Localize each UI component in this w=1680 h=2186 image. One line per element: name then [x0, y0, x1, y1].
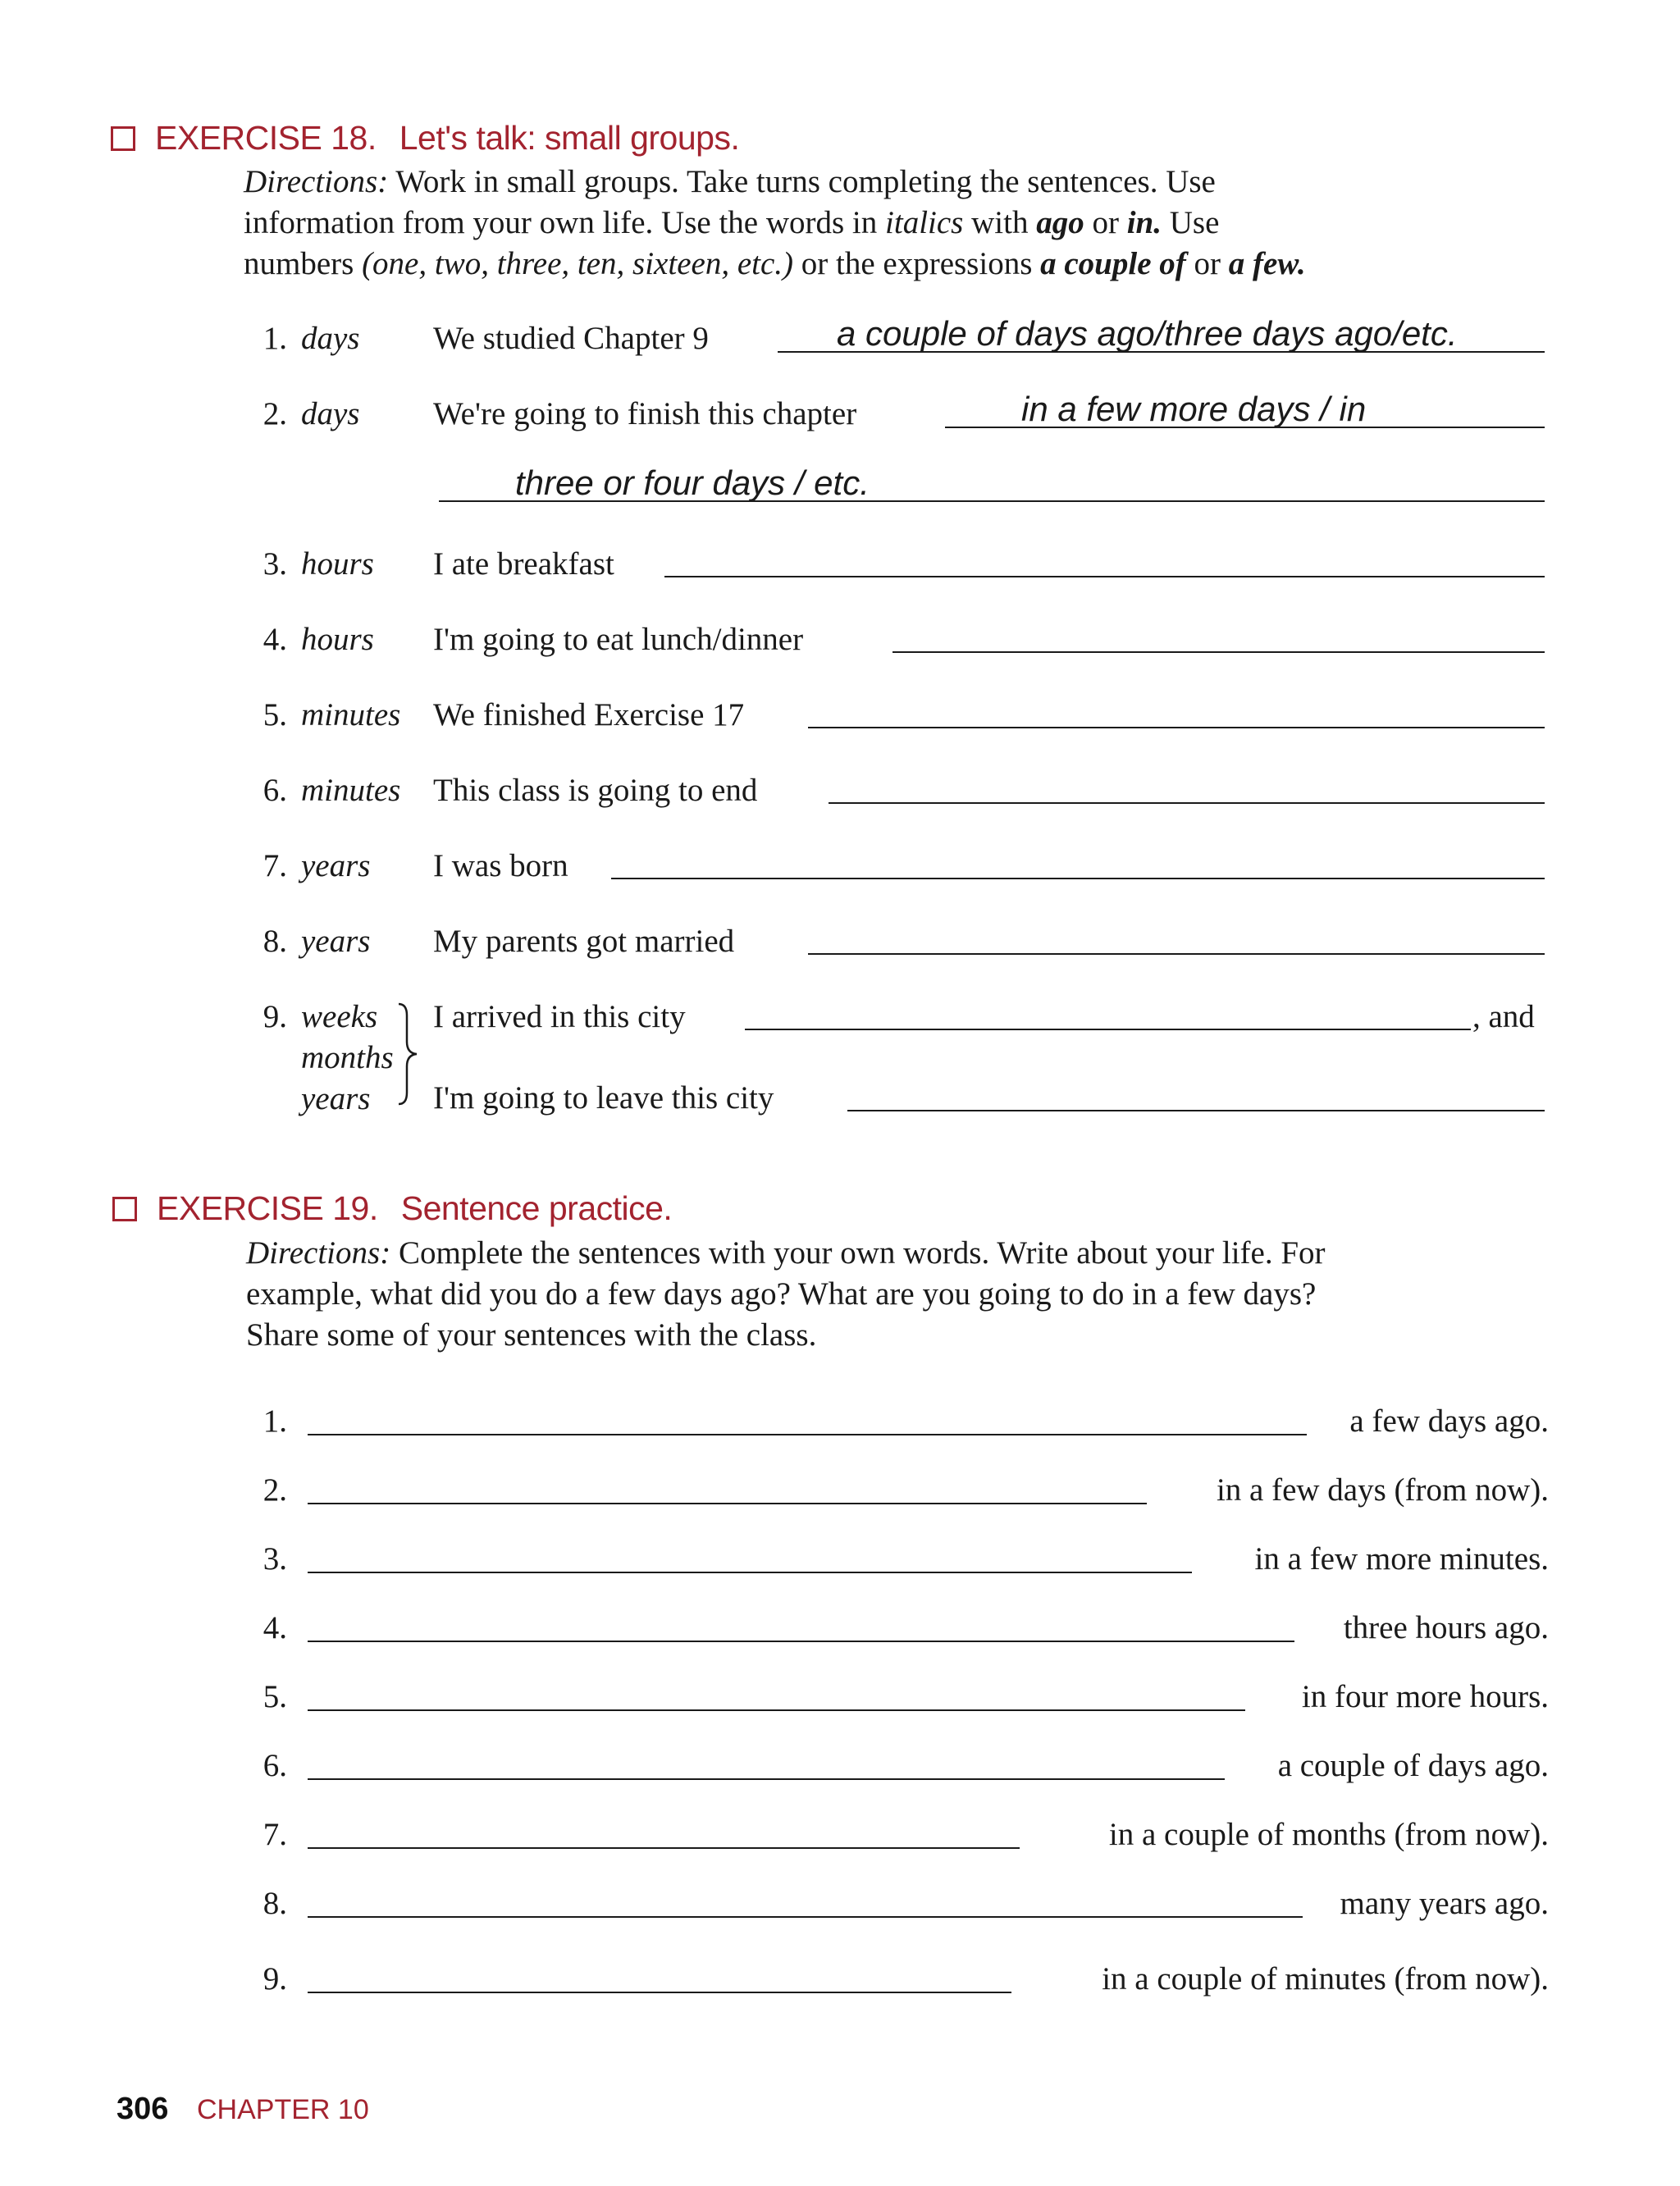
directions-text: or: [1084, 205, 1127, 240]
item-ending: three hours ago.: [1343, 1610, 1549, 1645]
item-stem: We studied Chapter 9: [433, 321, 709, 356]
item-cue: hours: [301, 546, 374, 582]
exercise-checkbox[interactable]: [111, 126, 135, 151]
page-number: 306: [116, 2092, 169, 2126]
item-number: 7.: [262, 848, 287, 883]
exercise-checkbox[interactable]: [112, 1197, 137, 1221]
item-stem: We finished Exercise 17: [433, 697, 745, 732]
item-ending: a few days ago.: [1349, 1403, 1549, 1439]
directions-bold: a few.: [1228, 246, 1306, 281]
directions-line: Share some of your sentences with the class.: [246, 1317, 817, 1353]
item-stem: My parents got married: [433, 924, 735, 959]
exercise-label: EXERCISE 18.: [155, 119, 377, 157]
sample-answer-continued: three or four days / etc.: [515, 463, 870, 502]
directions-italic: (one, two, three, ten, sixteen, etc.): [362, 246, 794, 281]
directions-text: information from your own life. Use the words in: [244, 205, 886, 240]
item-cue: minutes: [301, 773, 401, 808]
item-stem: I ate breakfast: [433, 546, 614, 582]
directions-text: with: [963, 205, 1037, 240]
item-stem: I arrived in this city: [433, 999, 686, 1034]
exercise-19-directions: [246, 1233, 1575, 1356]
item-cue: weeks: [301, 999, 378, 1034]
directions-text: Use: [1162, 205, 1220, 240]
item-cue: years: [301, 848, 371, 883]
item-cue: days: [301, 321, 360, 356]
item-number: 1.: [262, 321, 287, 356]
exercise-title: Sentence practice.: [400, 1189, 673, 1227]
item-ending: in a couple of months (from now).: [1108, 1817, 1549, 1852]
item-ending: in four more hours.: [1301, 1679, 1549, 1714]
item-number: 2.: [262, 1472, 287, 1508]
answer-blank[interactable]: [745, 1029, 1471, 1030]
answer-blank[interactable]: [808, 953, 1545, 955]
answer-blank[interactable]: [308, 1992, 1011, 1993]
item-cue: years: [301, 1081, 371, 1116]
answer-blank[interactable]: [308, 1916, 1303, 1918]
answer-blank[interactable]: [892, 651, 1545, 653]
directions-text: or: [1185, 246, 1229, 281]
exercise-title: Let's talk: small groups.: [399, 119, 740, 157]
answer-blank[interactable]: [308, 1641, 1294, 1642]
item-number: 1.: [262, 1403, 287, 1439]
item-number: 5.: [262, 697, 287, 732]
answer-blank[interactable]: [664, 576, 1545, 577]
item-number: 2.: [262, 396, 287, 431]
answer-blank[interactable]: [308, 1847, 1020, 1849]
item-number: 4.: [262, 622, 287, 657]
item-number: 7.: [262, 1817, 287, 1852]
directions-text: numbers: [244, 246, 363, 281]
answer-blank[interactable]: [308, 1572, 1192, 1573]
answer-blank[interactable]: [829, 802, 1545, 804]
item-stem: I'm going to eat lunch/dinner: [433, 622, 804, 657]
item-cue: years: [301, 924, 371, 959]
answer-blank[interactable]: [308, 1778, 1225, 1780]
item-number: 9.: [262, 1961, 287, 1997]
exercise-18-header: [111, 119, 739, 157]
answer-blank[interactable]: [308, 1434, 1307, 1435]
directions-line: example, what did you do a few days ago? What are you going to do in a few days?: [246, 1276, 1317, 1312]
item-number: 8.: [262, 924, 287, 959]
item-stem: This class is going to end: [433, 773, 758, 808]
exercise-18-directions: [244, 162, 1573, 285]
directions-italic: italics: [885, 205, 964, 240]
directions-bold: a couple of: [1040, 246, 1186, 281]
answer-blank[interactable]: [611, 878, 1545, 879]
directions-label: Directions:: [246, 1235, 391, 1271]
item-number: 6.: [262, 773, 287, 808]
chapter-label: CHAPTER 10: [197, 2094, 369, 2125]
item-number: 3.: [262, 546, 287, 582]
directions-bold: ago: [1036, 205, 1084, 240]
directions-text: or the expressions: [793, 246, 1041, 281]
item-cue: days: [301, 396, 360, 431]
sample-answer: a couple of days ago/three days ago/etc.: [837, 314, 1458, 353]
item-cue: months: [301, 1040, 394, 1075]
brace-icon: [395, 1001, 420, 1107]
exercise-label: EXERCISE 19.: [157, 1189, 378, 1227]
exercise-19-header: [112, 1189, 672, 1228]
sample-answer: in a few more days / in: [1021, 390, 1367, 428]
directions-line: Complete the sentences with your own words. Write about your life. For: [398, 1235, 1326, 1271]
item-cue: hours: [301, 622, 374, 657]
item-ending: a couple of days ago.: [1277, 1748, 1549, 1783]
directions-bold: in.: [1126, 205, 1162, 240]
answer-blank[interactable]: [808, 727, 1545, 728]
answer-blank[interactable]: [308, 1709, 1245, 1711]
item-ending: many years ago.: [1340, 1886, 1549, 1921]
item-ending: in a few days (from now).: [1216, 1472, 1549, 1508]
item-number: 6.: [262, 1748, 287, 1783]
item-number: 8.: [262, 1886, 287, 1921]
directions-line: Work in small groups. Take turns completing the sentences. Use: [395, 164, 1216, 199]
item-after-text: , and: [1472, 999, 1535, 1034]
answer-blank[interactable]: [847, 1110, 1545, 1111]
item-number: 9.: [262, 999, 287, 1034]
item-ending: in a couple of minutes (from now).: [1102, 1961, 1549, 1997]
answer-blank[interactable]: [308, 1503, 1147, 1504]
item-stem: We're going to finish this chapter: [433, 396, 857, 431]
item-number: 4.: [262, 1610, 287, 1645]
item-cue: minutes: [301, 697, 401, 732]
item-stem: I'm going to leave this city: [433, 1080, 774, 1116]
item-number: 3.: [262, 1541, 287, 1577]
item-ending: in a few more minutes.: [1254, 1541, 1549, 1577]
item-number: 5.: [262, 1679, 287, 1714]
item-stem: I was born: [433, 848, 568, 883]
directions-label: Directions:: [244, 164, 389, 199]
